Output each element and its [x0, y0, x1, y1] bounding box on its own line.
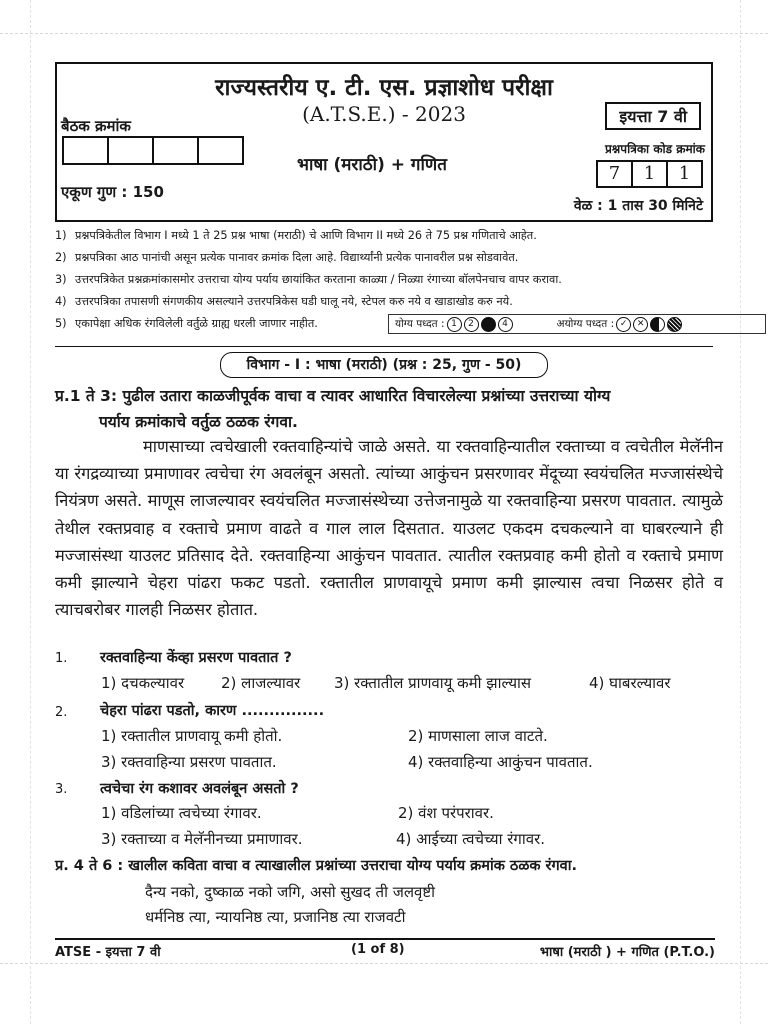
reading-passage: माणसाच्या त्वचेखाली रक्तवाहिन्यांचे जाळे असते. या रक्तवाहिन्यातील रक्ताच्या व त्वचेतील मेलॅनीन या रंगद्रव्याच्या प्रमाणावर त्वचेचा रंग अवलंबून असतो. त्यांच्या आकुंचन प्रसरणावर मेंदूच्या स्वयंचलित मज्जासंस्थेचे नियंत्रण असते. माणूस लाजल्यावर स्वयंचलित मज्जासंस्थेच्या उत्तेजनामुळे या रक्तवाहिन्या प्रसरण पावतात. त्यामुळे तेथील रक्तप्रवाह व रक्ताचे प्रमाण वाढते व गाल लाल दिसतात. याउलट एकदम दचकल्याने वा घाबरल्याने ही मज्जासंस्था याउलट प्रतिसाद देते. रक्तवाहिन्या आकुंचन पावतात. त्यातील रक्तप्रवाह कमी होतो व रक्ताचे प्रमाण कमी झाल्याने चेहरा पांढरा फकट पडतो. रक्तातील प्राणवायूचे प्रमाण कमी झाल्यास त्वचा निळसर होते व त्याचबरोबर गालही निळसर होतात.: [55, 437, 723, 620]
question-text: त्वचेचा रंग कशावर अवलंबून असतो ?: [100, 781, 299, 797]
scribble-bubble-icon: [667, 317, 682, 332]
bubble-method-box: [388, 314, 766, 334]
instruction-item: 3) उत्तरपत्रिकेत प्रश्नक्रमांकासमोर उत्तराचा योग्य पर्याय छायांकित करताना काळ्या / निळ्या रंगाच्या बॉलपेनचाच वापर करावा.: [55, 273, 562, 286]
filled-bubble-icon: [481, 317, 496, 332]
exam-header-box: [55, 62, 713, 222]
page-number: (1 of 8): [351, 942, 405, 957]
bubble-icon: 1: [447, 317, 462, 332]
cut-line-bottom: [0, 963, 768, 964]
option[interactable]: 4) आईच्या त्वचेच्या रंगावर.: [396, 830, 545, 848]
total-marks: एकूण गुण : 150: [61, 183, 164, 201]
instruction-item: 5) एकापेक्षा अधिक रंगविलेली वर्तुळे ग्राह्य धरली जाणार नाहीत.: [55, 317, 318, 330]
option[interactable]: 4) घाबरल्यावर: [589, 674, 671, 692]
seat-digit-box[interactable]: [107, 136, 154, 165]
option[interactable]: 2) वंश परंपरावर.: [398, 804, 494, 822]
option[interactable]: 4) रक्तवाहिन्या आकुंचन पावतात.: [408, 753, 593, 771]
exam-title: राज्यस्तरीय ए. टी. एस. प्रज्ञाशोध परीक्षा: [215, 75, 553, 101]
option[interactable]: 1) रक्तातील प्राणवायू कमी होतो.: [101, 727, 283, 745]
subject-label: भाषा (मराठी) + गणित: [297, 155, 447, 175]
wrong-method-label: अयोग्य पध्दत :: [556, 318, 615, 330]
passage-instruction-cont: पर्याय क्रमांकाचे वर्तुळ ठळक रंगवा.: [99, 413, 298, 431]
option[interactable]: 3) रक्तातील प्राणवायू कमी झाल्यास: [334, 674, 532, 692]
option[interactable]: 3) रक्ताच्या व मेलॅनीनच्या प्रमाणावर.: [101, 830, 303, 848]
paper-code-digit: 1: [631, 160, 668, 188]
bubble-icon: 4: [498, 317, 513, 332]
instructions-list: [55, 226, 735, 336]
question-number: 1.: [55, 651, 68, 666]
seat-digit-box[interactable]: [197, 136, 244, 165]
passage-instruction: प्र.1 ते 3: पुढील उतारा काळजीपूर्वक वाचा व त्यावर आधारित विचारलेल्या प्रश्नांच्या उत्तराच्या योग्य: [55, 387, 611, 405]
seat-digit-box[interactable]: [62, 136, 109, 165]
section-heading: विभाग - I : भाषा (मराठी) (प्रश्न : 25, गुण - 50): [220, 352, 548, 378]
question-text: रक्तवाहिन्या केंव्हा प्रसरण पावतात ?: [100, 650, 292, 666]
correct-method-label: योग्य पध्दत :: [395, 318, 445, 330]
partial-bubble-icon: [650, 317, 665, 332]
exam-duration: वेळ : 1 तास 30 मिनिटे: [573, 198, 703, 214]
seat-number-boxes[interactable]: [62, 136, 242, 165]
page-footer: [55, 938, 715, 960]
question-text: चेहरा पांढरा पडतो, कारण ...............: [100, 703, 325, 719]
poem-line: दैन्य नको, दुष्काळ नको जगि, असो सुखद ती जलवृष्टी: [145, 883, 436, 901]
seat-digit-box[interactable]: [152, 136, 199, 165]
cross-bubble-icon: ✕: [633, 317, 648, 332]
option[interactable]: 1) दचकल्यावर: [101, 674, 185, 692]
bubble-icon: 2: [464, 317, 479, 332]
paper-code-label: प्रश्नपत्रिका कोड क्रमांक: [604, 142, 705, 156]
poem-instruction: प्र. 4 ते 6 : खालील कविता वाचा व त्याखालील प्रश्नांच्या उत्तराचा योग्य पर्याय क्रमांक ठळक रंगवा.: [55, 858, 577, 874]
option[interactable]: 1) वडिलांच्या त्वचेच्या रंगावर.: [101, 804, 262, 822]
instruction-item: 4) उत्तरपत्रिका तपासणी संगणकीय असल्याने उत्तरपत्रिकेस घडी घालू नये, स्टेपल करु नये व खाडाखोड करु नये.: [55, 295, 513, 308]
exam-subtitle: (A.T.S.E.) - 2023: [302, 102, 466, 126]
margin-line-right: [740, 0, 741, 1024]
footer-right: भाषा (मराठी ) + गणित (P.T.O.): [539, 945, 715, 960]
instruction-item: 1) प्रश्नपत्रिकेतील विभाग I मध्ये 1 ते 25 प्रश्न भाषा (मराठी) चे आणि विभाग II मध्ये 26 ते 75 प्रश्न गणिताचे आहेत.: [55, 229, 537, 242]
seat-number-label: बैठक क्रमांक: [61, 117, 131, 135]
margin-line-left: [30, 0, 31, 1024]
question-number: 2.: [55, 705, 68, 720]
poem-line: धर्मनिष्ठ त्या, न्यायनिष्ठ त्या, प्रजानिष्ठ त्या राजवटी: [145, 908, 406, 926]
cut-line-top: [0, 33, 768, 34]
instruction-item: 2) प्रश्नपत्रिका आठ पानांची असून प्रत्येक पानावर क्रमांक दिला आहे. विद्यार्थ्यांनी प्रत्येक पानावरील प्रश्न सोडवावेत.: [55, 251, 519, 264]
tick-bubble-icon: ✓: [616, 317, 631, 332]
option[interactable]: 2) माणसाला लाज वाटते.: [408, 727, 548, 745]
paper-code-digit: 1: [666, 160, 703, 188]
question-number: 3.: [55, 782, 68, 797]
paper-code-boxes: [596, 160, 701, 188]
footer-left: ATSE - इयत्ता 7 वी: [55, 945, 161, 960]
section-divider: [55, 346, 713, 347]
standard-badge: इयत्ता 7 वी: [605, 102, 701, 130]
option[interactable]: 3) रक्तवाहिन्या प्रसरण पावतात.: [101, 753, 277, 771]
option[interactable]: 2) लाजल्यावर: [221, 674, 301, 692]
paper-code-digit: 7: [596, 160, 633, 188]
